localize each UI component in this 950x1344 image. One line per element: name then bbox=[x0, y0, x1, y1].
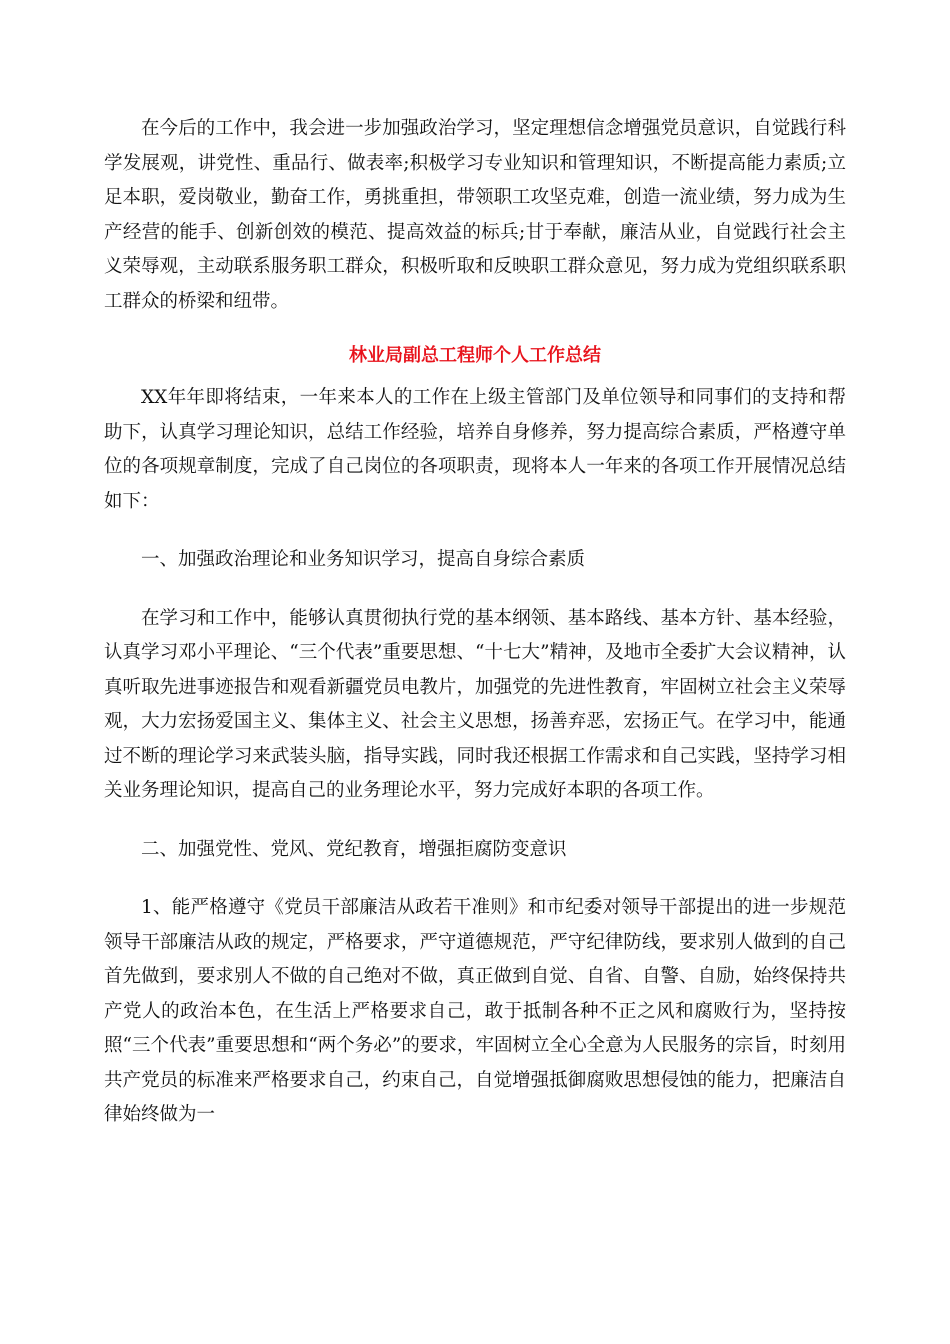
section2-heading: 二、加强党性、党风、党纪教育，增强拒腐防变意识 bbox=[141, 838, 567, 860]
document-page bbox=[104, 112, 846, 1133]
intro-paragraph: 在今后的工作中，我会进一步加强政治学习，坚定理想信念增强党员意识，自觉践行科学发展观，讲党性、重品行、做表率;积极学习专业知识和管理知识，不断提高能力素质;立足本职，爱岗敬业，勤奋工作，勇挑重担，带领职工攻坚克难，创造一流业绩，努力成为生产经营的能手、创新创效的模范、提高效益的标兵;甘于奉献，廉洁从业，自觉践行社会主义荣辱观，主动联系服务职工群众，积极听取和反映职工群众意见，努力成为党组织联系职工群众的桥梁和纽带。 bbox=[104, 118, 846, 312]
document-title: 林业局副总工程师个人工作总结 bbox=[349, 345, 601, 366]
opening-paragraph: XX年年即将结束，一年来本人的工作在上级主管部门及单位领导和同事们的支持和帮助下，认真学习理论知识，总结工作经验，培养自身修养，努力提高综合素质，严格遵守单位的各项规章制度，完成了自己岗位的各项职责，现将本人一年来的各项工作开展情况总结如下： bbox=[104, 387, 846, 512]
section2-paragraph: 1、能严格遵守《党员干部廉洁从政若干准则》和市纪委对领导干部提出的进一步规范领导干部廉洁从政的规定，严格要求，严守道德规范，严守纪律防线，要求别人做到的自己首先做到，要求别人不做的自己绝对不做，真正做到自觉、自省、自警、自励，始终保持共产党人的政治本色，在生活上严格要求自己，敢于抵制各种不正之风和腐败行为，坚持按照“三个代表”重要思想和“两个务必”的要求，牢固树立全心全意为人民服务的宗旨，时刻用共产党员的标准来严格要求自己，约束自己，自觉增强抵御腐败思想侵蚀的能力，把廉洁自律始终做为一 bbox=[104, 897, 846, 1125]
section1-heading: 一、加强政治理论和业务知识学习，提高自身综合素质 bbox=[141, 549, 586, 570]
section1-paragraph: 在学习和工作中，能够认真贯彻执行党的基本纲领、基本路线、基本方针、基本经验，认真学习邓小平理论、“三个代表”重要思想、“十七大”精神，及地市全委扩大会议精神，认真听取先进事迹报告和观看新疆党员电教片，加强党的先进性教育，牢固树立社会主义荣辱观，大力宏扬爱国主义、集体主义、社会主义思想，扬善弃恶，宏扬正气。在学习中，能通过不断的理论学习来武装头脑，指导实践，同时我还根据工作需求和自己实践，坚持学习相关业务理论知识，提高自己的业务理论水平，努力完成好本职的各项工作。 bbox=[104, 607, 846, 801]
